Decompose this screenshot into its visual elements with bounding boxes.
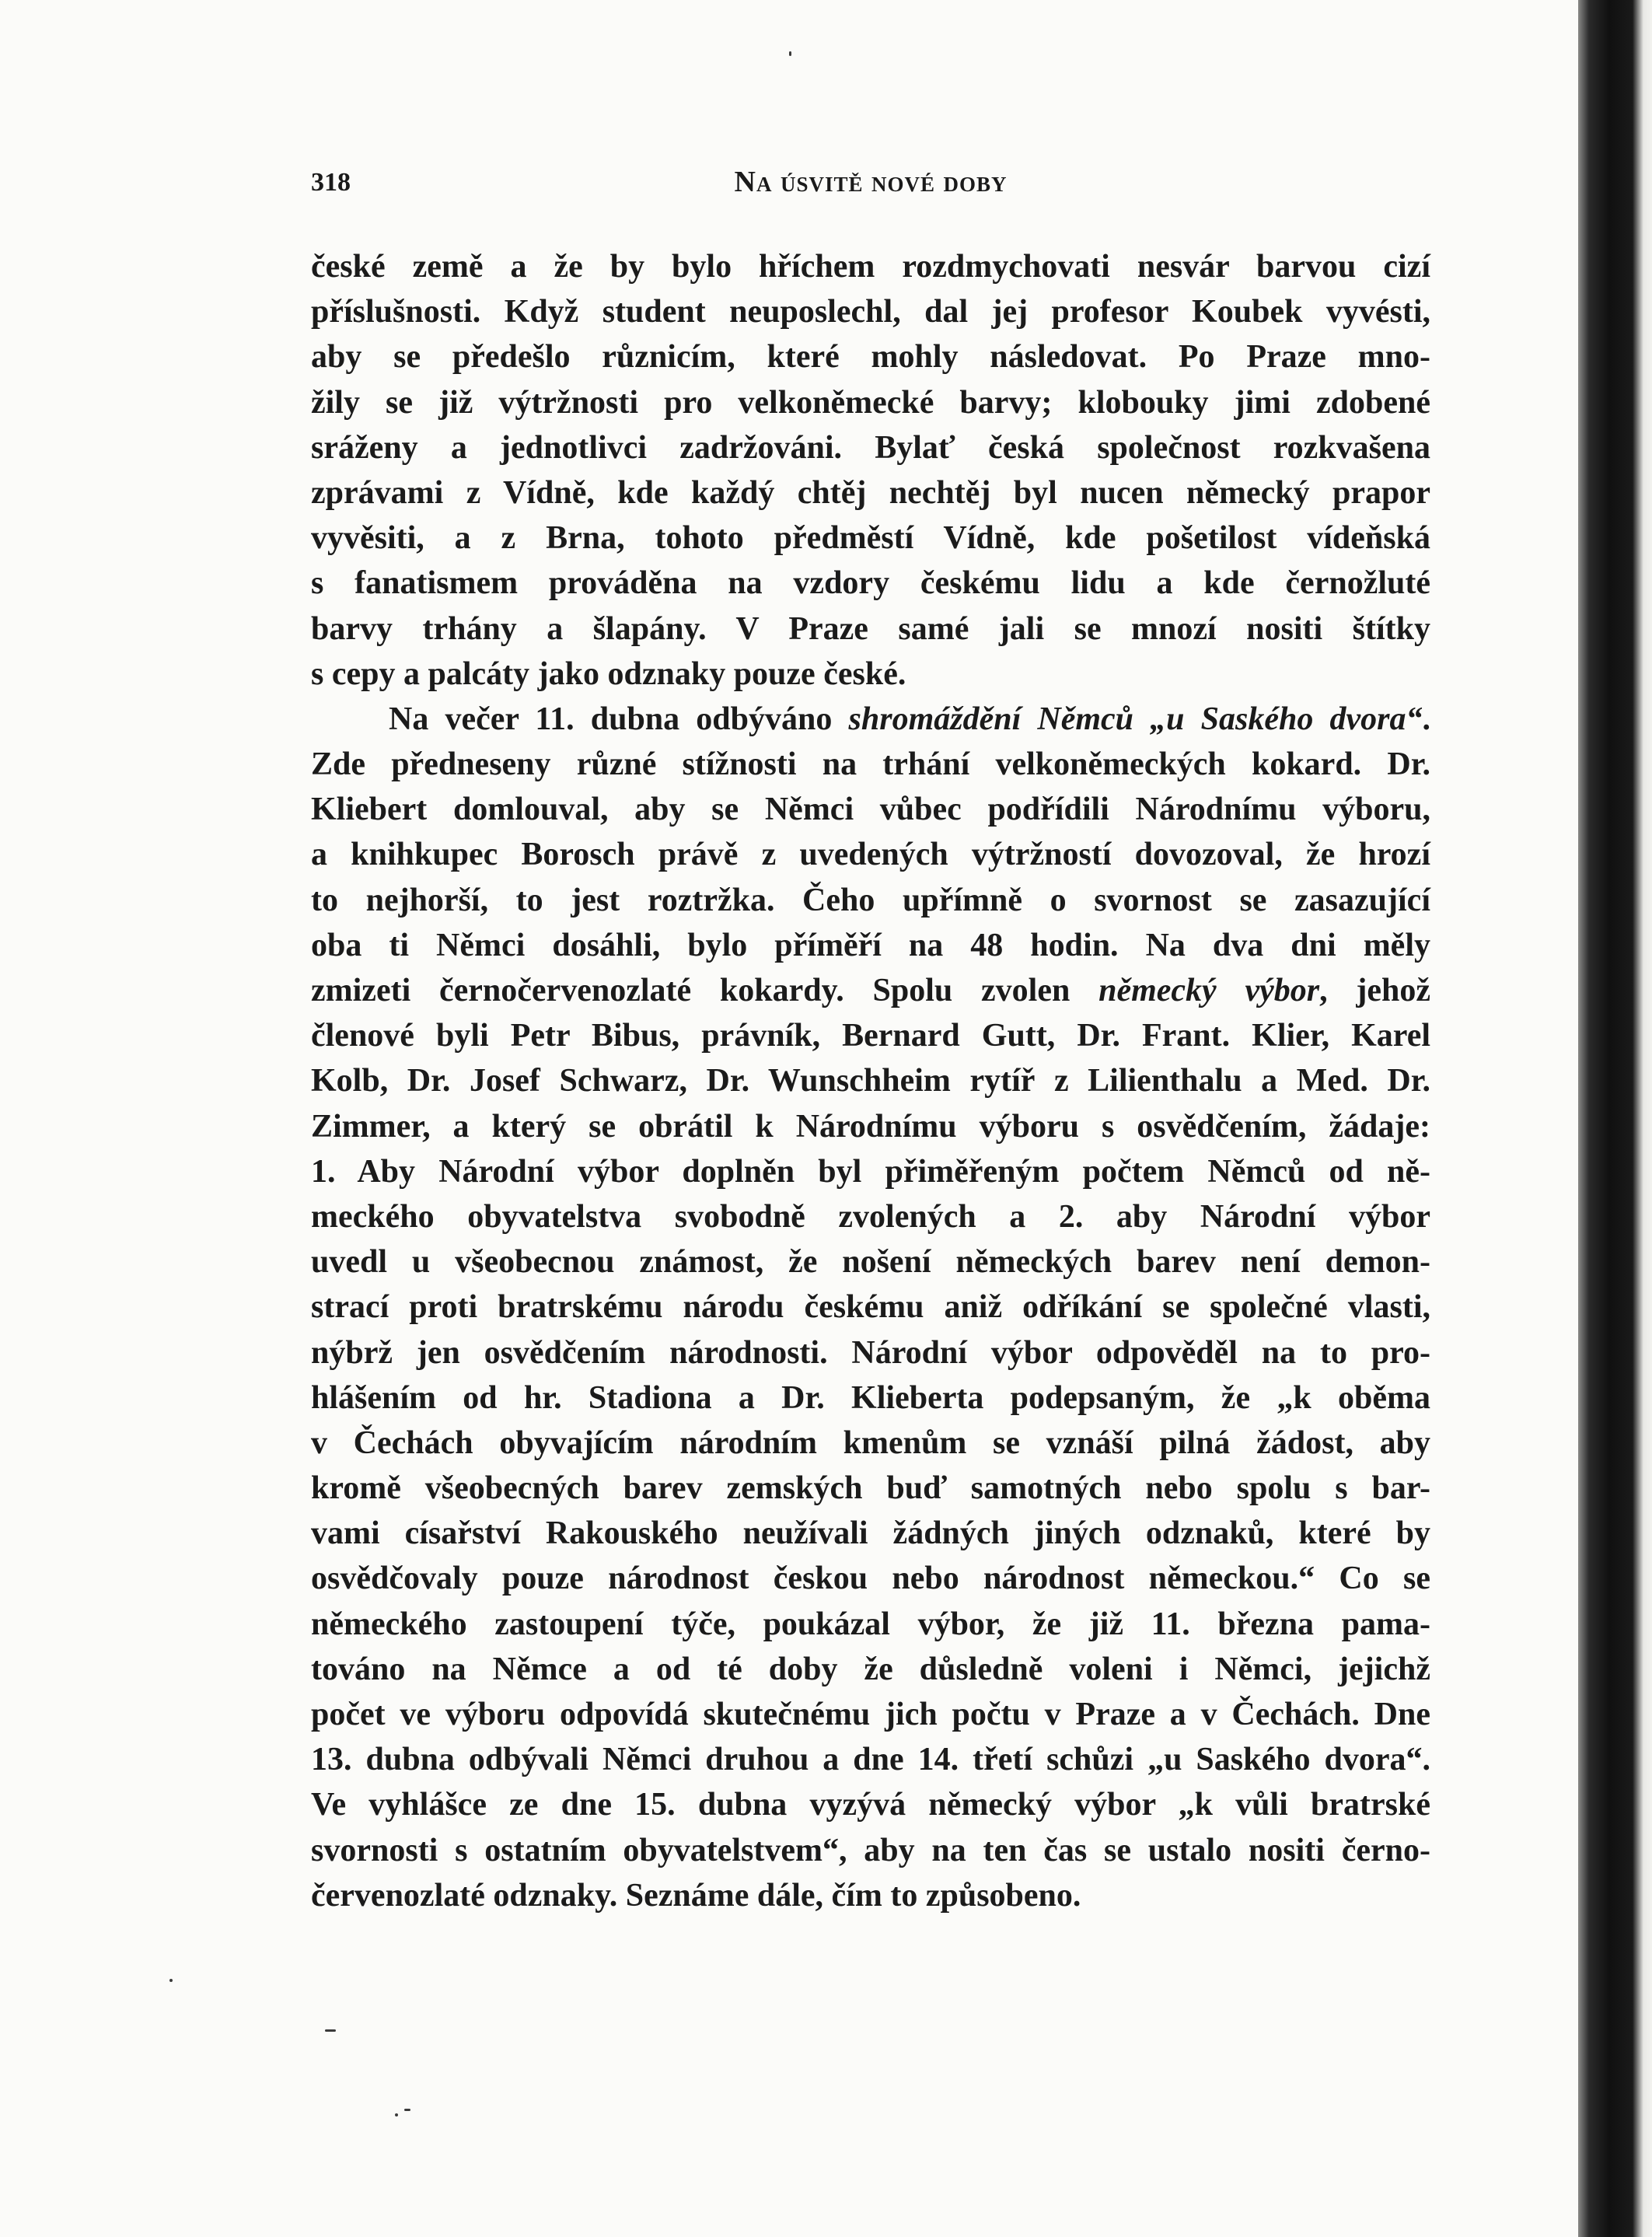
text-line: příslušnosti. Když student neuposlechl, dal jej profesor Koubek vyvésti, — [311, 294, 1430, 330]
text-line: aby se předešlo různicím, které mohly následovat. Po Praze mno- — [311, 339, 1430, 376]
text-line: hlášením od hr. Stadiona a Dr. Klieberta podepsaným, že „k oběma — [311, 1379, 1430, 1416]
text-line: 13. dubna odbývali Němci druhou a dne 14. třetí schůzi „u Saského dvora“. — [311, 1742, 1430, 1778]
text-line: Zde předneseny různé stížnosti na trhání velkoněmeckých kokard. Dr. — [311, 746, 1430, 783]
italic-phrase: německý výbor — [1098, 973, 1320, 1008]
text-line: Kliebert domlouval, aby se Němci vůbec podřídili Národnímu výboru, — [311, 792, 1430, 828]
italic-phrase: shromáždění Němců „u Saského dvora“ — [848, 701, 1423, 737]
scan-speck — [404, 2109, 410, 2111]
text-line: osvědčovaly pouze národnost českou nebo národnost německou.“ Co se — [311, 1561, 1430, 1597]
text-segment: , jehož — [1319, 973, 1430, 1008]
text-segment: zmizeti černočervenozlaté kokardy. Spolu zvolen — [311, 973, 1099, 1008]
page-header — [311, 165, 1430, 204]
text-line: zprávami z Vídně, kde každý chtěj nechtěj byl nucen německý prapor — [311, 474, 1430, 511]
text-line: Kolb, Dr. Josef Schwarz, Dr. Wunschheim rytíř z Lilienthalu a Med. Dr. — [311, 1063, 1430, 1099]
text-line: sráženy a jednotlivci zadržováni. Bylať česká společnost rozkvašena — [311, 429, 1430, 466]
text-segment: Na večer 11. dubna odbýváno — [389, 701, 849, 737]
page-edge-shadow — [1578, 0, 1652, 2237]
text-line: uvedl u všeobecnou známost, že nošení německých barev není demon- — [311, 1244, 1430, 1281]
paragraph-start-line — [311, 697, 1430, 742]
scan-speck — [169, 1979, 173, 1982]
text-line: počet ve výboru odpovídá skutečnému jich počtu v Praze a v Čechách. Dne — [311, 1697, 1430, 1732]
text-line: oba ti Němci dosáhli, bylo příměří na 48 hodin. Na dva dni měly — [311, 927, 1430, 963]
text-line: s fanatismem prováděna na vzdory českému lidu a kde černožluté — [311, 565, 1430, 602]
text-line: české země a že by bylo hříchem rozdmychovati nesvár barvou cizí — [311, 249, 1430, 285]
text-line: žily se již výtržnosti pro velkoněmecké barvy; klobouky jimi zdobené — [311, 384, 1430, 421]
text-line: strací proti bratrskému národu českému aniž odříkání se společné vlasti, — [311, 1289, 1430, 1326]
text-line: a knihkupec Borosch právě z uvedených výtržností dovozoval, že hrozí — [311, 837, 1430, 873]
text-line: Zimmer, a který se obrátil k Národnímu výboru s osvědčením, žádaje: — [311, 1108, 1430, 1145]
text-line: nýbrž jen osvědčením národnosti. Národní výbor odpověděl na to pro- — [311, 1334, 1430, 1371]
text-line: Ve vyhlášce ze dne 15. dubna vyzývá německý výbor „k vůli bratrské — [311, 1787, 1430, 1823]
body-text — [311, 244, 1430, 1918]
text-line: meckého obyvatelstva svobodně zvolených a 2. aby Národní výbor — [311, 1198, 1430, 1235]
scan-speck — [395, 2113, 398, 2116]
text-line: vyvěsiti, a z Brna, tohoto předměstí Vídně, kde pošetilost vídeňská — [311, 520, 1430, 557]
scan-speck — [789, 51, 791, 56]
scan-speck — [325, 2029, 336, 2032]
text-line: vami císařství Rakouského neužívali žádných jiných odznaků, které by — [311, 1515, 1430, 1552]
text-line: s cepy a palcáty jako odznaky pouze české. — [311, 655, 906, 692]
text-line: 1. Aby Národní výbor doplněn byl přiměřeným počtem Němců od ně- — [311, 1153, 1430, 1190]
text-line: to nejhorší, to jest roztržka. Čeho upřímně o svornost se zasazující — [311, 882, 1430, 918]
running-title: Na úsvitě nové doby — [734, 166, 1008, 198]
text-line: členové byli Petr Bibus, právník, Bernard Gutt, Dr. Frant. Klier, Karel — [311, 1018, 1430, 1054]
text-line: svornosti s ostatním obyvatelstvem“, aby na ten čas se ustalo nositi černo- — [311, 1832, 1430, 1868]
text-line: továno na Němce a od té doby že důsledně voleni i Němci, jejichž — [311, 1651, 1430, 1687]
text-line: červenozlaté odznaky. Seznáme dále, čím to způsobeno. — [311, 1877, 1081, 1914]
text-line: německého zastoupení týče, poukázal výbor, že již 11. března pama- — [311, 1606, 1430, 1642]
text-segment: . — [1422, 701, 1430, 737]
text-line: kromě všeobecných barev zemských buď samotných nebo spolu s bar- — [311, 1470, 1430, 1507]
text-line: v Čechách obyvajícím národním kmenům se vznáší pilná žádost, aby — [311, 1424, 1430, 1461]
page-number: 318 — [311, 168, 351, 197]
text-line: barvy trhány a šlapány. V Praze samé jali se mnozí nositi štítky — [311, 610, 1430, 647]
text-line-with-italic — [311, 968, 1430, 1013]
